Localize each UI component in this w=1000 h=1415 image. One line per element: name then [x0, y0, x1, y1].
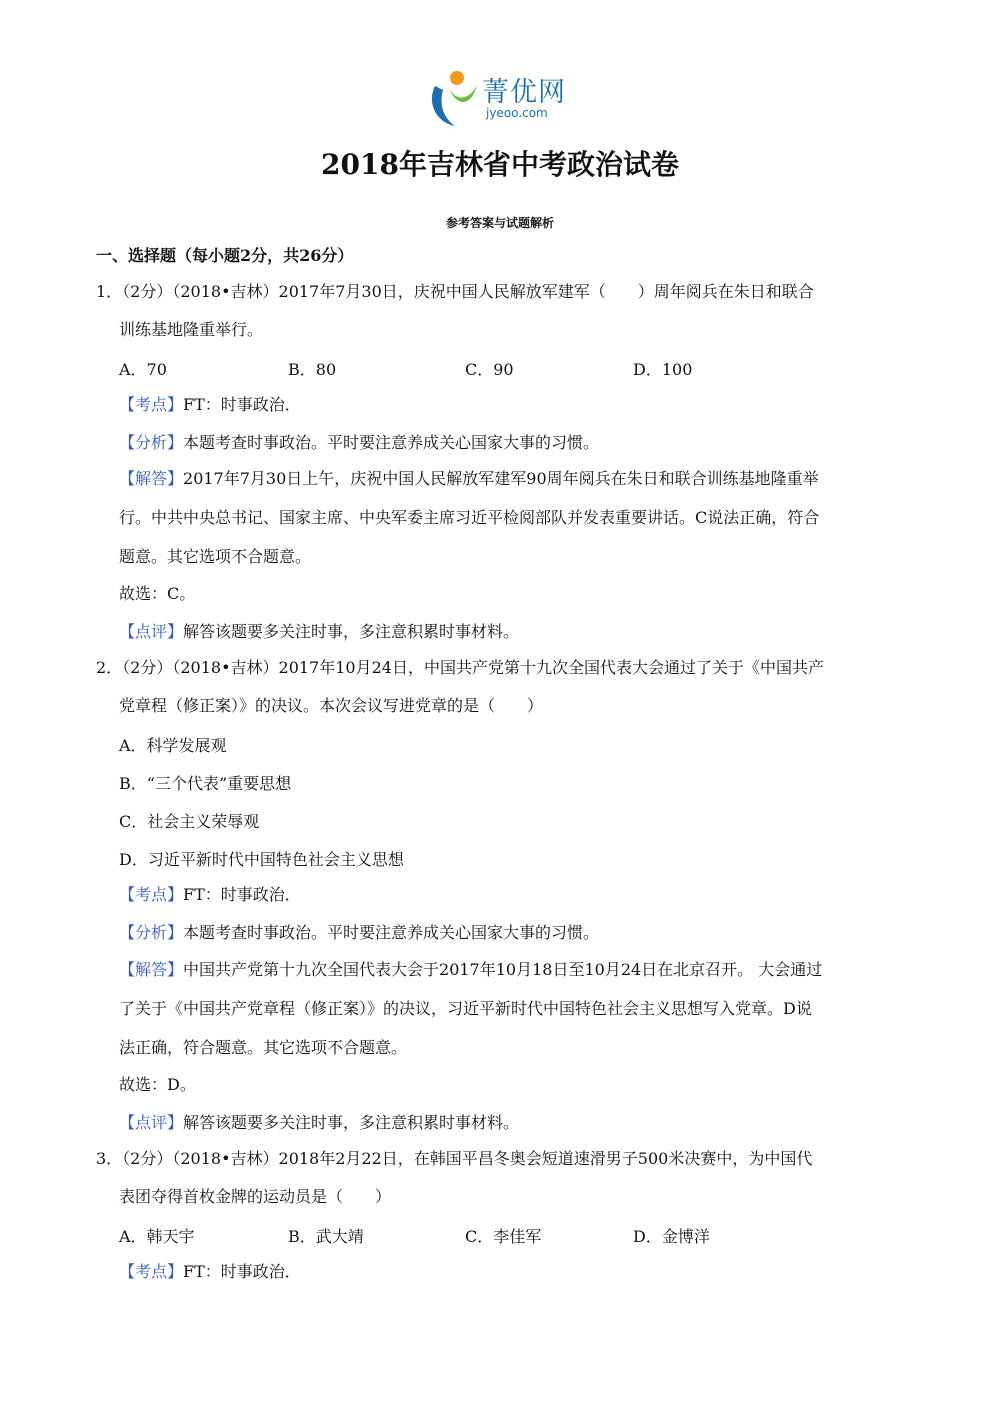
jieda-tag: 【解答】	[119, 960, 184, 979]
page-title: 2018年吉林省中考政治试卷	[321, 148, 679, 181]
dianping-tag: 【点评】	[119, 1113, 184, 1132]
q2-option-a: A．科学发展观	[119, 736, 227, 755]
q1-jieda-line-3: 题意。其它选项不合题意。	[119, 547, 312, 566]
q1-jieda-line-2: 行。中共中央总书记、国家主席、中央军委主席习近平检阅部队并发表重要讲话。C说法正确，符合	[119, 508, 820, 527]
q3-option-b: B．武大靖	[288, 1227, 364, 1246]
q2-stem-line-2: 党章程（修正案）》的决议。本次会议写进党章的是（ ）	[119, 696, 544, 715]
q2-answer: 故选：D。	[119, 1075, 196, 1094]
dianping-tag: 【点评】	[119, 622, 184, 641]
dianping-text: 解答该题要多关注时事，多注意积累时事材料。	[183, 1113, 520, 1132]
q2-option-b: B．“三个代表”重要思想	[119, 774, 292, 793]
jieda-text: 中国共产党第十九次全国代表大会于2017年10月18日至10月24日在北京召开。 大会通过	[183, 960, 823, 979]
q3-option-c: C．李佳军	[465, 1227, 542, 1246]
fenxi-text: 本题考查时事政治。平时要注意养成关心国家大事的习惯。	[183, 433, 600, 452]
page-subtitle: 参考答案与试题解析	[445, 216, 554, 230]
q1-stem-line-2: 训练基地隆重举行。	[119, 320, 264, 339]
q1-dianping	[119, 622, 519, 642]
q1-option-a: A．70	[119, 360, 167, 379]
jieda-text: 2017年7月30日上午，庆祝中国人民解放军建军90周年阅兵在朱日和联合训练基地隆重举	[183, 469, 819, 488]
jieda-tag: 【解答】	[119, 469, 184, 488]
q3-stem-line-2: 表团夺得首枚金牌的运动员是（ ）	[119, 1187, 392, 1206]
kaodian-text: FT：时事政治．	[183, 885, 301, 904]
q3-stem-line-1: 3．（2分）（2018•吉林）2018年2月22日，在韩国平昌冬奥会短道速滑男子500米决赛中，为中国代	[96, 1149, 813, 1168]
q1-stem-line-1: 1．（2分）（2018•吉林）2017年7月30日，庆祝中国人民解放军建军（ ）周年阅兵在朱日和联合	[96, 282, 814, 301]
q1-fenxi	[119, 433, 599, 453]
q1-kaodian	[119, 395, 301, 415]
kaodian-tag: 【考点】	[119, 1262, 184, 1281]
kaodian-tag: 【考点】	[119, 885, 184, 904]
fenxi-text: 本题考查时事政治。平时要注意养成关心国家大事的习惯。	[183, 923, 600, 942]
kaodian-text: FT：时事政治．	[183, 395, 301, 414]
q2-option-c: C．社会主义荣辱观	[119, 812, 260, 831]
q1-jieda-line-1	[119, 469, 819, 489]
logo-brand-cn: 菁优网	[482, 77, 566, 108]
q2-jieda-line-3: 法正确，符合题意。其它选项不合题意。	[119, 1038, 408, 1057]
q1-option-d: D．100	[633, 360, 693, 379]
q3-kaodian	[119, 1262, 301, 1282]
fenxi-tag: 【分析】	[119, 923, 184, 942]
q1-option-b: B．80	[288, 360, 337, 379]
q3-option-a: A．韩天宇	[119, 1227, 195, 1246]
q3-option-d: D．金博洋	[633, 1227, 710, 1246]
kaodian-text: FT：时事政治．	[183, 1262, 301, 1281]
q2-option-d: D．习近平新时代中国特色社会主义思想	[119, 850, 404, 869]
kaodian-tag: 【考点】	[119, 395, 184, 414]
q2-kaodian	[119, 885, 301, 905]
jyeoo-figure-icon	[425, 66, 485, 132]
q1-option-c: C．90	[465, 360, 514, 379]
q2-jieda-line-2: 了关于《中国共产党章程（修正案）》的决议，习近平新时代中国特色社会主义思想写入党章。D说	[119, 999, 812, 1018]
q2-stem-line-1: 2．（2分）（2018•吉林）2017年10月24日，中国共产党第十九次全国代表大会通过了关于《中国共产	[96, 658, 824, 677]
q2-dianping	[119, 1113, 519, 1133]
q2-jieda-line-1	[119, 960, 822, 980]
dianping-text: 解答该题要多关注时事，多注意积累时事材料。	[183, 622, 520, 641]
q1-answer: 故选：C。	[119, 584, 196, 603]
section-heading: 一、选择题（每小题2分，共26分）	[96, 246, 354, 265]
logo-brand-en: jyeoo.com	[486, 106, 548, 120]
jyeoo-logo	[425, 66, 585, 132]
fenxi-tag: 【分析】	[119, 433, 184, 452]
q2-fenxi	[119, 923, 599, 943]
